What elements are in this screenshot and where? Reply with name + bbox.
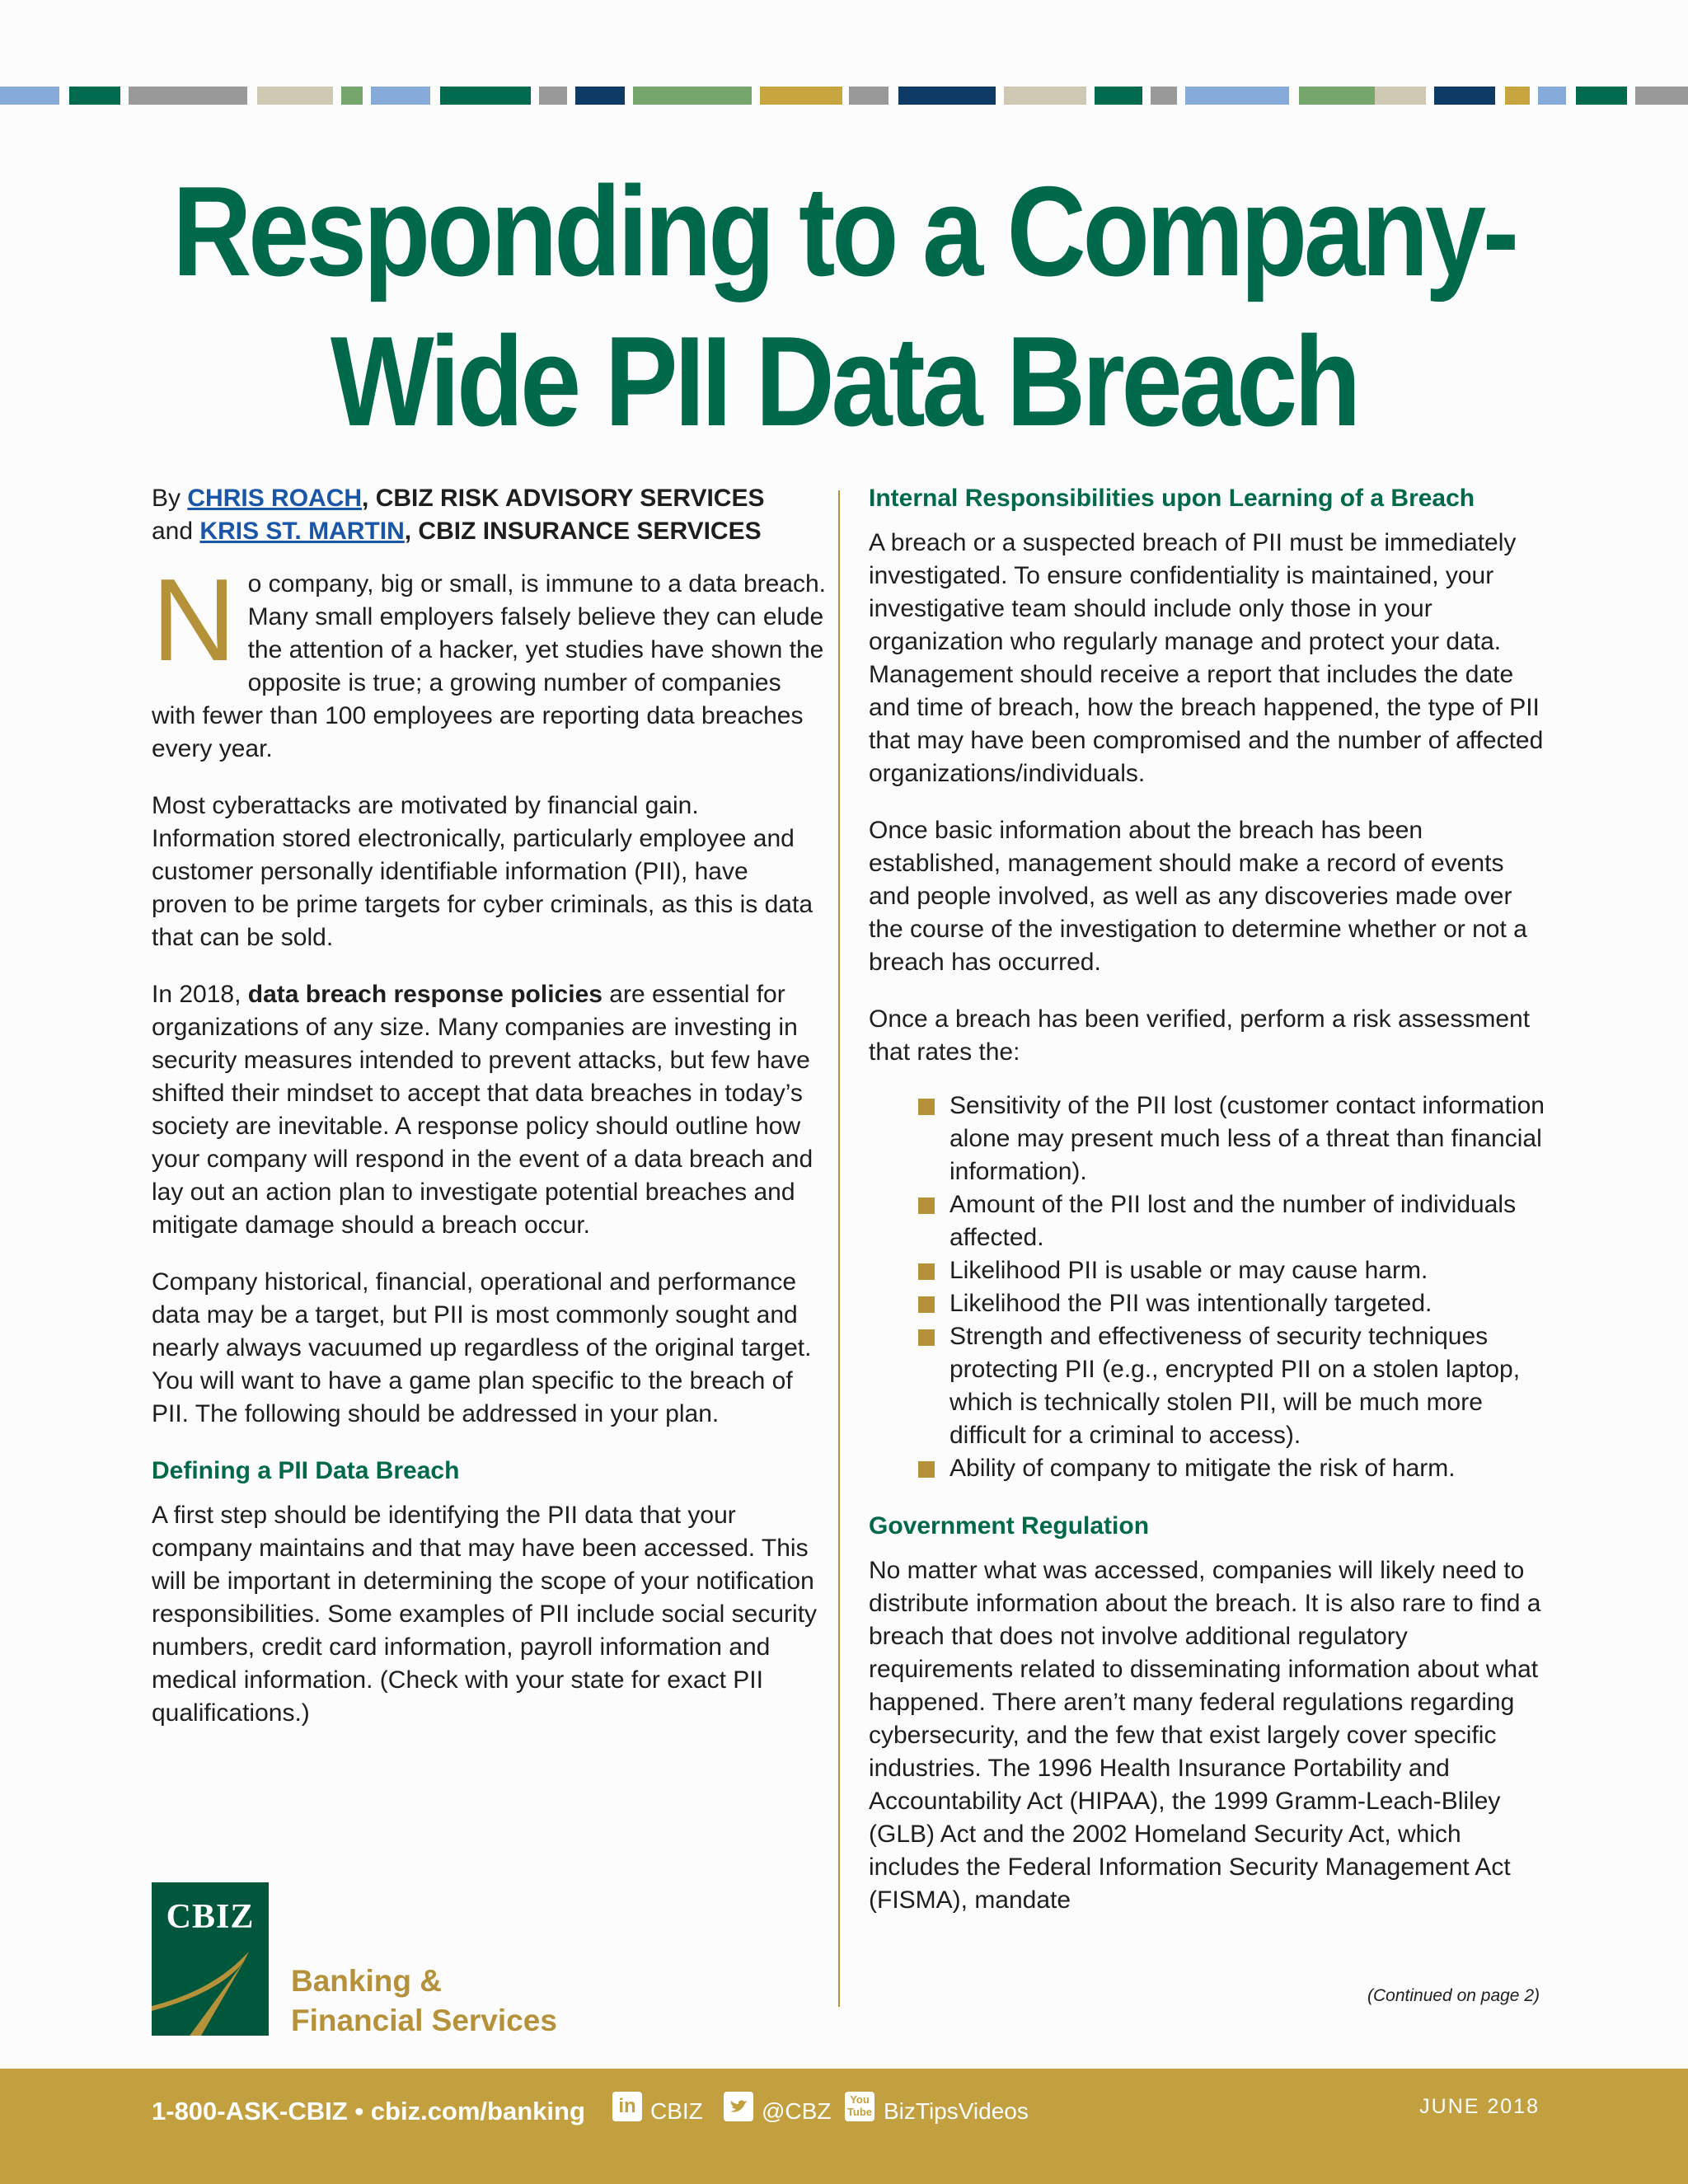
stripe-segment [1299, 87, 1385, 105]
author-org-2: , CBIZ INSURANCE SERVICES [404, 518, 762, 545]
bullet-square-icon [918, 1461, 935, 1478]
paragraph-game-plan: Company historical, financial, operational and performance data may be a target, but PII is most commonly sought and nearly always vacuumed up regardless of the original target. You will want to have a game plan specific to the breach of PII. The following should be addressed in your plan. [152, 1268, 812, 1427]
left-column [152, 482, 828, 1754]
stripe-segment [257, 87, 333, 105]
linkedin-label[interactable]: CBIZ [650, 2098, 703, 2124]
paragraph-risk-assessment: Once a breach has been verified, perform a risk assessment that rates the: [869, 1005, 1531, 1066]
author-link-chris-roach[interactable]: CHRIS ROACH [187, 485, 363, 512]
footer-contact[interactable]: 1-800-ASK-CBIZ • cbiz.com/banking [152, 2097, 585, 2125]
author-org-1: , CBIZ RISK ADVISORY SERVICES [362, 485, 765, 512]
heading-defining-breach: Defining a PII Data Breach [152, 1457, 460, 1484]
intro-paragraph: No company, big or small, is immune to a data breach. Many small employers falsely believe they can elude the attention of a hacker, yet studies have shown the opposite is true; a growing number of companies with fewer than 100 employees are reporting data breaches every year. [152, 555, 827, 762]
stripe-segment [69, 87, 120, 105]
stripe-segment [633, 87, 752, 105]
title-line-1: Responding to a Company- [172, 160, 1516, 302]
stripe-segment [1576, 87, 1627, 105]
right-column [869, 482, 1545, 1941]
linkedin-icon[interactable]: in [612, 2092, 642, 2121]
list-item: Sensitivity of the PII lost (customer contact information alone may present much less of a threat than financial information). [918, 1090, 1545, 1188]
stripe-segment [539, 87, 567, 105]
division-name: Banking & Financial Services [291, 1964, 557, 2037]
youtube-icon[interactable]: You Tube [845, 2092, 874, 2121]
column-divider [838, 490, 840, 2007]
stripe-segment [760, 87, 842, 105]
stripe-segment [898, 87, 996, 105]
risk-factor-list [869, 1090, 1545, 1485]
stripe-segment [1635, 87, 1688, 105]
bullet-square-icon [918, 1197, 935, 1214]
paragraph-cyberattacks: Most cyberattacks are motivated by financial gain. Information stored electronically, particularly employee and customer personally identifiable information (PII), have proven to be prime targets for cyber criminals, as this is data that can be sold. [152, 792, 814, 951]
logo-wordmark: CBIZ [166, 1898, 255, 1936]
list-item: Ability of company to mitigate the risk of harm. [918, 1452, 1545, 1485]
stripe-segment [341, 87, 363, 105]
cbiz-logo [152, 1882, 269, 2036]
stripe-segment [849, 87, 889, 105]
paragraph-government-regulation: No matter what was accessed, companies will likely need to distribute information about the breach. It is also rare to find a breach that does not involve additional regulatory requirements related to disseminating information about what happened. There aren’t many federal regulations regarding cybersecurity, and the few that exist largely cover specific industries. The 1996 Health Insurance Portability and Accountability Act (HIPAA), the 1999 Gramm-Leach-Bliley (GLB) Act and the 2002 Homeland Security Act, which includes the Federal Information Security Management Act (FISMA), mandate [869, 1557, 1541, 1914]
list-item: Likelihood PII is usable or may cause harm. [918, 1254, 1545, 1287]
bullet-square-icon [918, 1329, 935, 1346]
stripe-segment [1375, 87, 1426, 105]
byline: By CHRIS ROACH, CBIZ RISK ADVISORY SERVICES and KRIS ST. MARTIN, CBIZ INSURANCE SERVICES [152, 485, 765, 545]
paragraph-record-events: Once basic information about the breach has been established, management should make a record of events and people involved, as well as any discoveries made over the course of the investigation to determine whether or not a breach has occurred. [869, 817, 1527, 976]
continued-note: (Continued on page 2) [1367, 1986, 1540, 2005]
youtube-label[interactable]: BizTipsVideos [884, 2098, 1029, 2124]
list-item: Likelihood the PII was intentionally targeted. [918, 1287, 1545, 1320]
twitter-label[interactable]: @CBZ [762, 2098, 832, 2124]
stripe-segment [575, 87, 625, 105]
bold-phrase: data breach response policies [247, 981, 603, 1008]
stripe-segment [1151, 87, 1177, 105]
stripe-segment [1185, 87, 1289, 105]
paragraph-investigation: A breach or a suspected breach of PII must be immediately investigated. To ensure confidentiality is maintained, your investigative team should include only those in your organization who regularly manage and protect your data. Management should receive a report that includes the date and time of breach, how the breach happened, the type of PII that may have been compromised and the number of affected organizations/individuals. [869, 529, 1544, 787]
twitter-icon[interactable] [724, 2092, 753, 2121]
stripe-segment [129, 87, 247, 105]
stripe-segment [1004, 87, 1086, 105]
stripe-segment [0, 87, 59, 105]
footer-bar [0, 2069, 1688, 2184]
stripe-segment [440, 87, 531, 105]
list-item: Amount of the PII lost and the number of individuals affected. [918, 1188, 1545, 1254]
heading-internal-responsibilities: Internal Responsibilities upon Learning of a Breach [869, 485, 1475, 512]
page-title [118, 157, 1569, 457]
paragraph-defining-breach: A first step should be identifying the PII data that your company maintains and that may have been accessed. This will be important in determining the scope of your notification responsibilities. Some examples of PII include social security numbers, credit card information, payroll information and medical information. (Check with your state for exact PII qualifications.) [152, 1502, 818, 1727]
heading-government-regulation: Government Regulation [869, 1512, 1150, 1540]
bullet-square-icon [918, 1099, 935, 1115]
stripe-segment [1505, 87, 1530, 105]
paragraph-response-policies: In 2018, data breach response policies are essential for organizations of any size. Many companies are investing in security measures intended to prevent attacks, but few have shifted their mindset to accept that data breaches in today’s society are inevitable. A response policy should outline how your company will respond in the event of a data breach and lay out an action plan to investigate potential breaches and mitigate damage should a breach occur. [152, 981, 814, 1239]
stripe-segment [1434, 87, 1495, 105]
stripe-segment [371, 87, 430, 105]
list-item: Strength and effectiveness of security techniques protecting PII (e.g., encrypted PII on a stolen laptop, which is technically stolen PII, will be much more difficult for a criminal to access). [918, 1320, 1545, 1452]
stripe-segment [1095, 87, 1142, 105]
author-link-kris-st-martin[interactable]: KRIS ST. MARTIN [199, 518, 405, 545]
drop-cap: N [152, 555, 237, 686]
decorative-color-stripe [0, 87, 1688, 105]
bullet-square-icon [918, 1263, 935, 1280]
title-line-2: Wide PII Data Breach [330, 310, 1358, 452]
bullet-square-icon [918, 1296, 935, 1313]
issue-date: JUNE 2018 [1419, 2095, 1540, 2118]
stripe-segment [1538, 87, 1566, 105]
